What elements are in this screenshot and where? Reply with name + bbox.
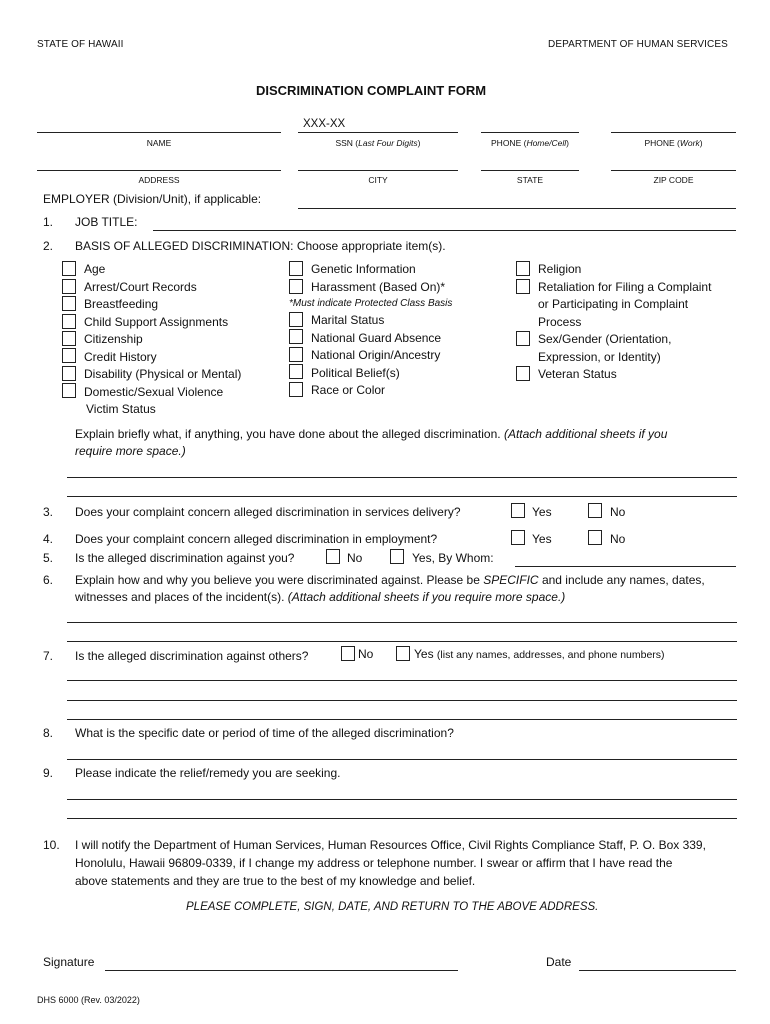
- employer-line: [298, 208, 736, 209]
- state-header: STATE OF HAWAII: [37, 39, 124, 50]
- checkbox-arrest-court-records[interactable]: [62, 279, 76, 294]
- basis-breastfeeding: Breastfeeding: [84, 297, 159, 311]
- basis-political-belief: Political Belief(s): [311, 366, 400, 380]
- basis-marital-status: Marital Status: [311, 313, 385, 327]
- checkbox-disability[interactable]: [62, 366, 76, 381]
- q7-answer-line-1: [67, 680, 737, 681]
- phone-work-caption: PHONE (Work): [644, 138, 703, 148]
- zip-field[interactable]: [611, 155, 736, 169]
- basis-harassment: Harassment (Based On)*: [311, 280, 446, 294]
- q8-answer-line: [67, 759, 737, 760]
- q8-label: What is the specific date or period of time of the alleged discrimination?: [75, 726, 454, 740]
- q2-number: 2.: [43, 239, 54, 253]
- checkbox-national-origin[interactable]: [289, 347, 303, 362]
- q2-explain-l2: require more space.): [75, 444, 186, 458]
- checkbox-domestic-violence[interactable]: [62, 383, 76, 398]
- q4-no-label: No: [610, 532, 626, 546]
- phone-work-line: [611, 132, 736, 133]
- signature-line: [105, 970, 458, 971]
- signature-label: Signature: [43, 955, 95, 969]
- q3-no-label: No: [610, 505, 626, 519]
- q5-no-label: No: [347, 551, 363, 565]
- date-line: [579, 970, 736, 971]
- q3-number: 3.: [43, 505, 54, 519]
- checkbox-age[interactable]: [62, 261, 76, 276]
- ssn-field[interactable]: [346, 117, 457, 131]
- basis-religion: Religion: [538, 262, 582, 276]
- basis-retaliation-l2: or Participating in Complaint: [538, 297, 689, 311]
- q5-label: Is the alleged discrimination against you?: [75, 551, 295, 565]
- q4-yes-label: Yes: [532, 532, 552, 546]
- checkbox-political-belief[interactable]: [289, 364, 303, 379]
- q6-answer-line-2: [67, 641, 737, 642]
- checkbox-credit-history[interactable]: [62, 348, 76, 363]
- job-title-label: JOB TITLE:: [75, 215, 138, 229]
- basis-citizenship: Citizenship: [84, 332, 143, 346]
- employer-field[interactable]: [298, 193, 736, 207]
- city-field[interactable]: [298, 155, 458, 169]
- form-title: DISCRIMINATION COMPLAINT FORM: [256, 83, 487, 98]
- state-line: [481, 170, 579, 171]
- q10-l3: above statements and they are true to the best of my knowledge and belief.: [75, 874, 476, 888]
- q3-label: Does your complaint concern alleged discrimination in services delivery?: [75, 505, 461, 519]
- q5-yes-checkbox[interactable]: [390, 549, 404, 564]
- employer-label: EMPLOYER (Division/Unit), if applicable:: [43, 192, 262, 206]
- checkbox-religion[interactable]: [516, 261, 530, 276]
- q7-number: 7.: [43, 649, 54, 663]
- checkbox-veteran[interactable]: [516, 366, 530, 381]
- q10-number: 10.: [43, 838, 60, 852]
- zip-line: [611, 170, 736, 171]
- q2-answer-line-1: [67, 477, 737, 478]
- q7-yes-label: Yes (list any names, addresses, and phone numbers): [414, 647, 665, 661]
- q2-explain-l1: Explain briefly what, if anything, you have done about the alleged discrimination. (Attach additional sheets if you: [75, 427, 668, 441]
- name-caption: NAME: [146, 138, 172, 148]
- checkbox-marital-status[interactable]: [289, 312, 303, 327]
- q4-yes-checkbox[interactable]: [511, 530, 525, 545]
- basis-sex-gender-l2: Expression, or Identity): [538, 350, 661, 364]
- q4-no-checkbox[interactable]: [588, 530, 602, 545]
- basis-domestic-violence: Domestic/Sexual Violence: [84, 385, 224, 399]
- basis-domestic-violence-cont: Victim Status: [86, 402, 156, 416]
- phone-work-field[interactable]: [611, 117, 736, 131]
- checkbox-genetic-information[interactable]: [289, 261, 303, 276]
- address-field[interactable]: [37, 155, 281, 169]
- city-line: [298, 170, 458, 171]
- basis-veteran: Veteran Status: [538, 367, 617, 381]
- checkbox-retaliation[interactable]: [516, 279, 530, 294]
- address-line: [37, 170, 281, 171]
- q6-l2: witnesses and places of the incident(s). (Attach additional sheets if you require more space.): [75, 590, 566, 604]
- state-field[interactable]: [481, 155, 579, 169]
- basis-credit-history: Credit History: [84, 350, 157, 364]
- department-header: DEPARTMENT OF HUMAN SERVICES: [548, 39, 728, 50]
- name-field[interactable]: [37, 117, 281, 131]
- signature-field[interactable]: [105, 955, 458, 969]
- job-title-field[interactable]: [153, 215, 736, 229]
- city-caption: CITY: [368, 175, 388, 185]
- q5-yes-label: Yes, By Whom:: [412, 551, 494, 565]
- q10-l1: I will notify the Department of Human Services, Human Resources Office, Civil Rights Compliance Staff, P. O. Box 339,: [75, 838, 706, 852]
- ssn-line: [298, 132, 458, 133]
- name-line: [37, 132, 281, 133]
- q6-number: 6.: [43, 573, 54, 587]
- q5-by-whom-line: [515, 566, 736, 567]
- q4-label: Does your complaint concern alleged discrimination in employment?: [75, 532, 438, 546]
- q5-no-checkbox[interactable]: [326, 549, 340, 564]
- basis-retaliation-l1: Retaliation for Filing a Complaint: [538, 280, 712, 294]
- checkbox-child-support[interactable]: [62, 314, 76, 329]
- q9-label: Please indicate the relief/remedy you are seeking.: [75, 766, 341, 780]
- state-caption: STATE: [516, 175, 544, 185]
- checkbox-breastfeeding[interactable]: [62, 296, 76, 311]
- basis-age: Age: [84, 262, 106, 276]
- q5-number: 5.: [43, 551, 54, 565]
- basis-national-origin: National Origin/Ancestry: [311, 348, 441, 362]
- ssn-caption: SSN (Last Four Digits): [335, 138, 421, 148]
- q8-number: 8.: [43, 726, 54, 740]
- q4-number: 4.: [43, 532, 54, 546]
- checkbox-citizenship[interactable]: [62, 331, 76, 346]
- q1-number: 1.: [43, 215, 54, 229]
- job-title-line: [153, 230, 736, 231]
- basis-race-color: Race or Color: [311, 383, 386, 397]
- q9-number: 9.: [43, 766, 54, 780]
- date-label: Date: [546, 955, 572, 969]
- q6-l1: Explain how and why you believe you were discriminated against. Please be SPECIFIC and include any names, dates,: [75, 573, 705, 587]
- basis-child-support: Child Support Assignments: [84, 315, 229, 329]
- phone-home-caption: PHONE (Home/Cell): [491, 138, 569, 148]
- form-number: DHS 6000 (Rev. 03/2022): [37, 995, 140, 1005]
- q6-answer-line-1: [67, 622, 737, 623]
- q2-answer-line-2: [67, 496, 737, 497]
- q7-yes-checkbox[interactable]: [396, 646, 410, 661]
- return-instructions: PLEASE COMPLETE, SIGN, DATE, AND RETURN TO THE ABOVE ADDRESS.: [186, 901, 599, 913]
- q9-answer-line-2: [67, 818, 737, 819]
- harassment-note: *Must indicate Protected Class Basis: [289, 298, 453, 309]
- q9-answer-line-1: [67, 799, 737, 800]
- q7-no-label: No: [358, 647, 374, 661]
- phone-home-field[interactable]: [481, 117, 579, 131]
- checkbox-sex-gender[interactable]: [516, 331, 530, 346]
- address-caption: ADDRESS: [138, 175, 180, 185]
- q7-answer-line-3: [67, 719, 737, 720]
- basis-national-guard: National Guard Absence: [311, 331, 442, 345]
- basis-retaliation-l3: Process: [538, 315, 582, 329]
- q10-l2: Honolulu, Hawaii 96809-0339, if I change my address or telephone number. I swear or affirm that I have read the: [75, 856, 673, 870]
- checkbox-race-color[interactable]: [289, 382, 303, 397]
- date-field[interactable]: [579, 955, 736, 969]
- basis-sex-gender-l1: Sex/Gender (Orientation,: [538, 332, 672, 346]
- q5-by-whom-field[interactable]: [515, 551, 736, 565]
- q7-no-checkbox[interactable]: [341, 646, 355, 661]
- q3-yes-label: Yes: [532, 505, 552, 519]
- phone-home-line: [481, 132, 579, 133]
- q2-label: BASIS OF ALLEGED DISCRIMINATION: Choose appropriate item(s).: [75, 239, 446, 253]
- basis-disability: Disability (Physical or Mental): [84, 367, 242, 381]
- basis-arrest-court-records: Arrest/Court Records: [84, 280, 197, 294]
- checkbox-national-guard[interactable]: [289, 329, 303, 344]
- q3-no-checkbox[interactable]: [588, 503, 602, 518]
- q7-answer-line-2: [67, 700, 737, 701]
- basis-genetic-information: Genetic Information: [311, 262, 416, 276]
- checkbox-harassment[interactable]: [289, 279, 303, 294]
- zip-caption: ZIP CODE: [653, 175, 694, 185]
- q7-label: Is the alleged discrimination against others?: [75, 649, 309, 663]
- q3-yes-checkbox[interactable]: [511, 503, 525, 518]
- ssn-prefill: XXX-XX: [303, 118, 346, 130]
